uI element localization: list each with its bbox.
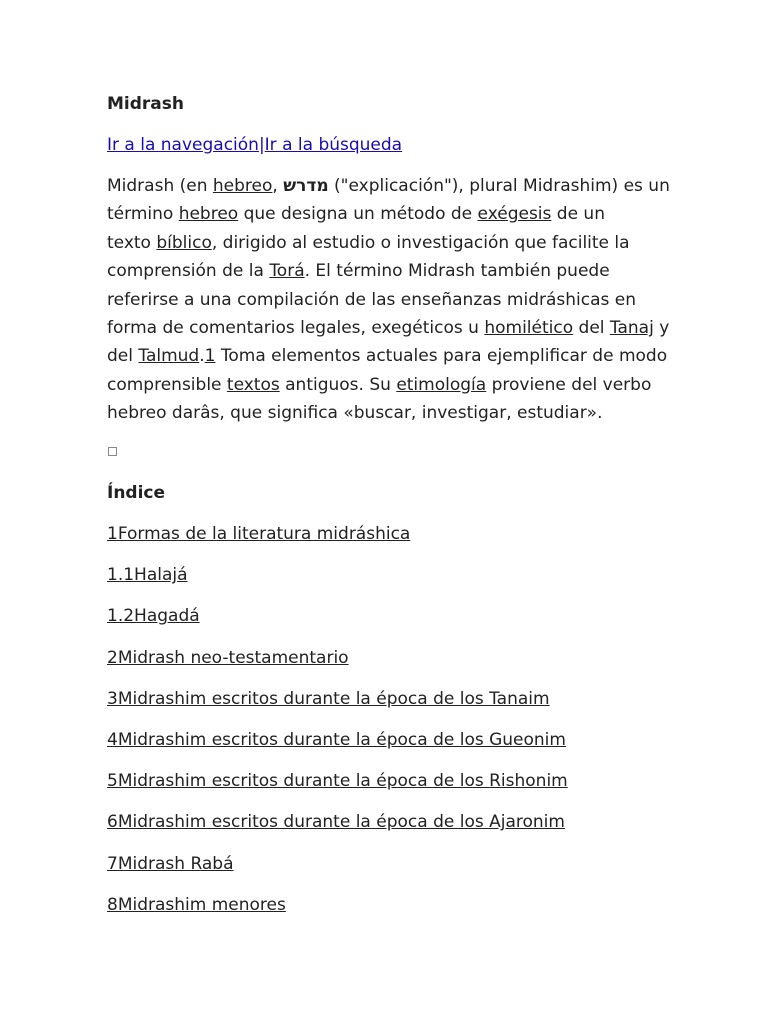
toc-link[interactable]: 1.1Halajá: [107, 565, 188, 586]
link-homiletico[interactable]: homilético: [484, 318, 574, 339]
paragraph-line: [107, 172, 670, 200]
skip-links-separator: |: [258, 135, 265, 155]
text: antiguos. Su: [279, 374, 397, 395]
text: Midrash (en: [107, 176, 213, 196]
paragraph-line: [107, 314, 670, 342]
text: que designa un método de: [238, 204, 478, 225]
page-title: Midrash: [107, 94, 184, 114]
toc-item: [107, 728, 568, 769]
toc-item: [107, 852, 568, 893]
text: , dirigido al estudio o investigación que facilite la: [211, 232, 630, 253]
text: del: [107, 346, 139, 367]
link-exegesis[interactable]: exégesis: [477, 204, 552, 225]
text: proviene del verbo: [486, 374, 652, 395]
text: del: [573, 318, 610, 339]
text: forma de comentarios legales, exegéticos u: [107, 318, 485, 339]
paragraph-line: [107, 286, 667, 314]
text: de un: [551, 204, 605, 225]
intro-paragraph: [107, 172, 670, 428]
toc-link[interactable]: 2Midrash neo-testamentario: [107, 647, 349, 668]
link-tora[interactable]: Torá: [269, 261, 305, 282]
link-hebreo[interactable]: hebreo: [212, 176, 273, 196]
text: ,: [272, 176, 284, 196]
toc-link[interactable]: 7Midrash Rabá: [107, 853, 234, 874]
toc-link[interactable]: 6Midrashim escritos durante la época de los Ajaronim: [107, 812, 565, 833]
toc-item: [107, 810, 568, 851]
text: comprensión de la: [107, 261, 270, 282]
link-biblico[interactable]: bíblico: [156, 232, 212, 253]
toc-item: [107, 646, 568, 687]
text: término: [107, 204, 179, 225]
skip-links: [107, 133, 402, 157]
toc-item: [107, 687, 568, 728]
paragraph-line: [107, 200, 667, 228]
link-talmud[interactable]: Talmud: [138, 346, 200, 367]
toc-link[interactable]: 1Formas de la literatura midráshica: [107, 524, 411, 544]
toc-link[interactable]: 4Midrashim escritos durante la época de los Gueonim: [107, 729, 566, 750]
toc-link[interactable]: 3Midrashim escritos durante la época de los Tanaim: [107, 688, 550, 709]
toc-link[interactable]: 5Midrashim escritos durante la época de los Rishonim: [107, 771, 568, 792]
skip-to-search-link[interactable]: Ir a la búsqueda: [264, 135, 403, 155]
link-hebreo-2[interactable]: hebreo: [178, 204, 239, 225]
text: ("explicación"), plural Midrashim) es un: [328, 176, 670, 196]
paragraph-line: [107, 342, 667, 370]
text: texto: [107, 232, 157, 253]
toc-list: [107, 522, 568, 934]
link-tanaj[interactable]: Tanaj: [609, 318, 654, 339]
reference-link-1[interactable]: 1: [204, 346, 216, 367]
paragraph-line: [107, 399, 667, 427]
toc-link[interactable]: 1.2Hagadá: [107, 606, 200, 627]
text: . El término Midrash también puede: [304, 261, 610, 282]
link-etimologia[interactable]: etimología: [396, 374, 487, 395]
text: .: [199, 346, 205, 367]
toc-toggle-checkbox[interactable]: [108, 447, 117, 456]
text: referirse a una compilación de las enseñanzas midráshicas en: [107, 289, 637, 310]
paragraph-line: [107, 229, 667, 257]
text: hebreo darâs, que significa «buscar, investigar, estudiar».: [107, 403, 603, 424]
skip-to-navigation-link[interactable]: Ir a la navegación: [107, 135, 259, 155]
text: y: [653, 318, 670, 339]
paragraph-line: [107, 371, 667, 399]
toc-link[interactable]: 8Midrashim menores: [107, 894, 286, 915]
text: comprensible: [107, 374, 227, 395]
toc-item: [107, 769, 568, 810]
toc-item: [107, 563, 568, 604]
link-textos[interactable]: textos: [226, 374, 280, 395]
toc-item: [107, 604, 568, 645]
toc-title: Índice: [107, 483, 166, 503]
toc-item: [107, 893, 568, 934]
hebrew-word: מדרש: [283, 176, 329, 196]
paragraph-line: [107, 257, 667, 285]
toc-item: [107, 522, 568, 563]
text: Toma elementos actuales para ejemplificar de modo: [215, 346, 668, 367]
